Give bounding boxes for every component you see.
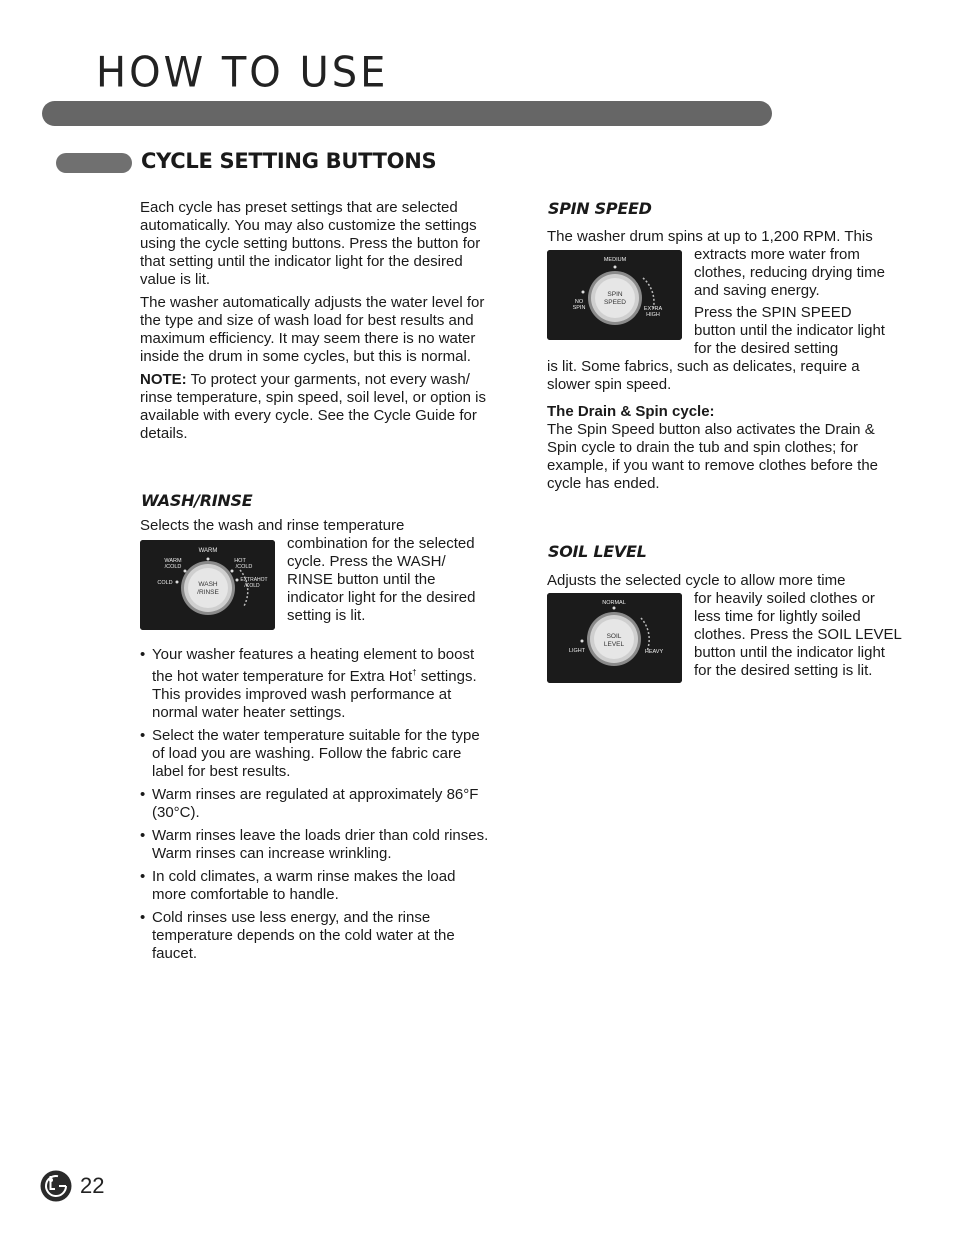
soil-level-intro: Adjusts the selected cycle to allow more time xyxy=(547,572,846,589)
panel-label-extra-high-1: EXTRA xyxy=(643,306,663,312)
spin-speed-heading: SPIN SPEED xyxy=(548,199,652,218)
intro-paragraph-1: Each cycle has preset settings that are selected automatically. You may also customize the settings using the cycle setting buttons. Press the button for that setting until the indicator light for the desired value is lit. xyxy=(140,199,481,288)
intro-block xyxy=(140,199,492,443)
bullet-item: • Select the water temperature suitable for the type of load you are washing. Follow the fabric care label for best results. xyxy=(140,727,480,780)
panel-label-cold: COLD xyxy=(157,580,173,586)
bullet-item: • Your washer features a heating element to boost the hot water temperature for Extra Hot† settings. This provides improved wash performance at normal water heater settings. xyxy=(140,646,477,721)
panel-label-no-spin-2: SPIN xyxy=(572,305,586,311)
note-text: To protect your garments, not every wash/ rinse temperature, spin speed, soil level, or option is available with every cycle. See the Cycle Guide for details. xyxy=(140,371,487,442)
bullet-item: • Warm rinses are regulated at approximately 86°F (30°C). xyxy=(140,786,479,821)
spin-speed-description-3: is lit. Some fabrics, such as delicates, require a slower spin speed. xyxy=(547,358,860,393)
spin-speed-description-1: extracts more water from clothes, reducing drying time and saving energy. xyxy=(694,246,885,299)
spin-speed-panel-image xyxy=(547,250,682,340)
wash-rinse-panel-image xyxy=(140,540,275,630)
soil-level-description: for heavily soiled clothes or less time for lightly soiled clothes. Press the SOIL LEVEL button until the indicator light for the desired setting is lit. xyxy=(694,590,902,679)
wash-rinse-description: combination for the selected cycle. Press the WASH/ RINSE button until the indicator light for the desired setting is lit. xyxy=(287,535,476,624)
panel-label-warm: WARM xyxy=(198,548,218,554)
wash-rinse-button-label-1: WASH xyxy=(198,581,218,588)
panel-label-medium: MEDIUM xyxy=(603,257,627,263)
panel-label-warm-cold-2: /COLD xyxy=(164,564,182,570)
bullet-item: • Cold rinses use less energy, and the rinse temperature depends on the cold water at the faucet. xyxy=(140,909,455,962)
panel-label-heavy: HEAVY xyxy=(644,649,664,655)
panel-label-hot-cold-1: HOT xyxy=(234,558,246,564)
note-paragraph xyxy=(140,371,492,443)
panel-label-extra-high-2: HIGH xyxy=(646,312,660,318)
drain-spin-text: The Spin Speed button also activates the Drain & Spin cycle to drain the tub and spin clothes; for example, if you want to remove clothes before the cycle has ended. xyxy=(547,421,879,492)
spin-speed-description-2: Press the SPIN SPEED button until the indicator light for the desired setting xyxy=(694,304,885,357)
page-heading: HOW TO USE xyxy=(96,48,389,98)
wash-rinse-heading: WASH/RINSE xyxy=(141,491,253,510)
wash-rinse-intro: Selects the wash and rinse temperature xyxy=(140,517,405,534)
panel-label-normal: NORMAL xyxy=(602,600,626,606)
drain-spin-label: The Drain & Spin cycle: xyxy=(547,403,715,420)
note-label: NOTE: xyxy=(140,371,187,388)
panel-label-warm-cold-1: WARM xyxy=(164,558,182,564)
panel-label-extra-hot-2: /COLD xyxy=(244,583,260,589)
section-title: CYCLE SETTING BUTTONS xyxy=(141,149,437,173)
section-pill xyxy=(56,153,132,173)
intro-paragraph-2: The washer automatically adjusts the water level for the type and size of wash load for best results and maximum efficiency. It may seem there is no water inside the drum in some cycles, but this is normal. xyxy=(140,294,485,365)
spin-speed-button-label-2: SPEED xyxy=(603,299,627,306)
soil-level-panel-image xyxy=(547,593,682,683)
soil-level-heading: SOIL LEVEL xyxy=(548,542,647,561)
panel-label-light: LIGHT xyxy=(568,648,586,654)
bullet-item: • In cold climates, a warm rinse makes the load more comfortable to handle. xyxy=(140,868,456,903)
spin-speed-intro: The washer drum spins at up to 1,200 RPM. This xyxy=(547,228,873,245)
wash-rinse-button-label-2: /RINSE xyxy=(197,589,219,596)
panel-label-hot-cold-2: /COLD xyxy=(235,564,253,570)
header-bar xyxy=(42,101,772,126)
lg-logo-icon xyxy=(40,1170,72,1202)
panel-label-no-spin-1: NO xyxy=(574,299,584,305)
drain-spin-block xyxy=(547,403,902,493)
wash-rinse-bullet-list xyxy=(140,646,492,968)
page-number: 22 xyxy=(80,1173,105,1198)
bullet-item: • Warm rinses leave the loads drier than cold rinses. Warm rinses can increase wrinkling. xyxy=(140,827,489,862)
spin-speed-button-label-1: SPIN xyxy=(607,291,623,298)
soil-level-button-label-1: SOIL xyxy=(606,633,622,640)
soil-level-button-label-2: LEVEL xyxy=(603,641,625,648)
panel-label-extra-hot-1: EXTRAHOT xyxy=(240,577,268,583)
